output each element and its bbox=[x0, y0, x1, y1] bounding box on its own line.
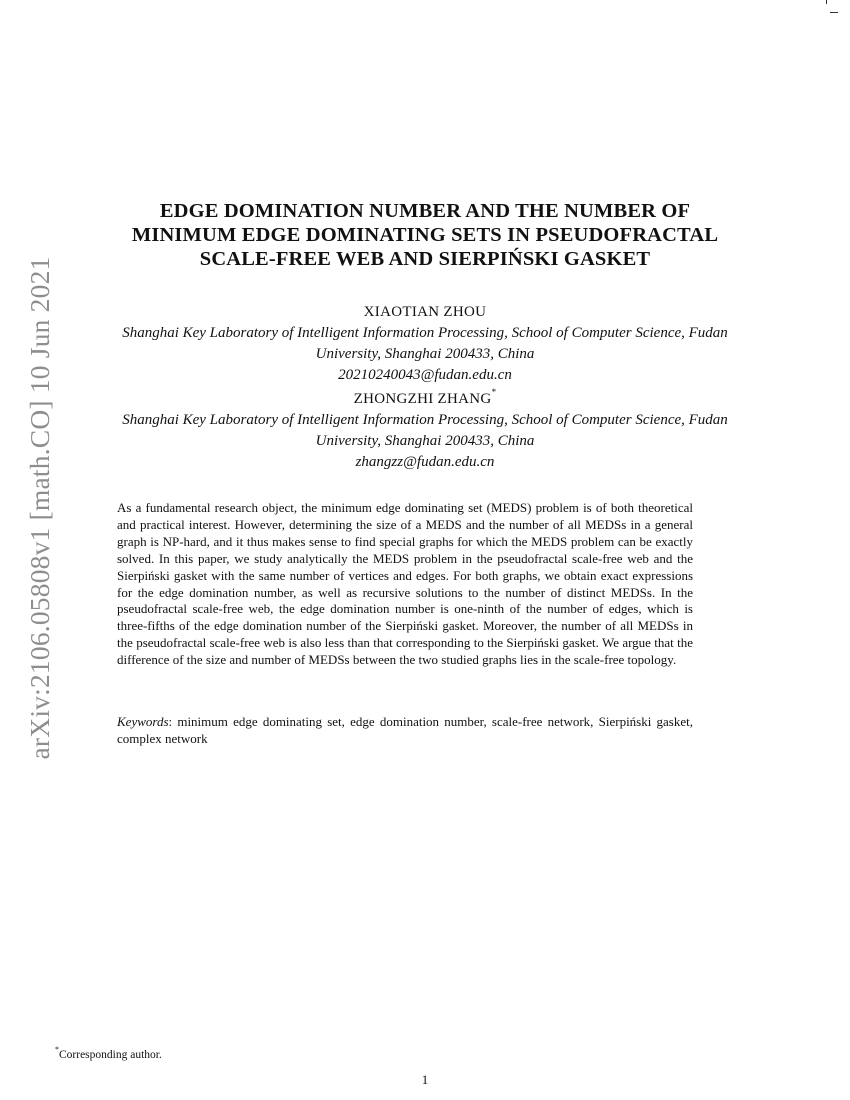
footnote-text: Corresponding author. bbox=[59, 1048, 162, 1061]
title-line: MINIMUM EDGE DOMINATING SETS IN PSEUDOFRACTAL bbox=[131, 224, 719, 246]
paper-title bbox=[0, 199, 850, 271]
author-email[interactable]: 20210240043@fudan.edu.cn bbox=[338, 367, 512, 383]
abstract-text: As a fundamental research object, the minimum edge dominating set (MEDS) problem is of both theoretical and practical interest. However, determining the size of a MEDS and the number of all MEDSs in a general graph is NP-hard, and it thus makes sense to find special graphs for which the MEDS problem can be exactly solved. In this paper, we study analytically the MEDS problem in the pseudofractal scale-free web and the Sierpiński gasket with the same number of vertices and edges. For both graphs, we obtain exact expressions for the edge domination number, as well as recursive solutions to the number of distinct MEDSs. In the pseudofractal scale-free web, the edge domination number is one-ninth of the number of edges, which is three-fifths of the edge domination number of the Sierpiński gasket. Moreover, the number of all MEDSs in the pseudofractal scale-free web is also less than that corresponding to the Sierpiński gasket. We argue that the difference of the size and number of MEDSs between the two studied graphs lies in the scale-free topology. bbox=[117, 500, 693, 668]
keywords-label: Keywords bbox=[117, 714, 169, 729]
author-name: XIAOTIAN ZHOU bbox=[363, 304, 487, 320]
author-affiliation: Shanghai Key Laboratory of Intelligent Information Processing, School of Computer Science, Fudan University, Shanghai 200433, China bbox=[122, 412, 728, 449]
author-affiliation: Shanghai Key Laboratory of Intelligent Information Processing, School of Computer Science, Fudan University, Shanghai 200433, China bbox=[122, 325, 728, 362]
title-line: SCALE-FREE WEB AND SIERPIŃSKI GASKET bbox=[199, 248, 651, 270]
footnote-marker: * bbox=[491, 387, 497, 397]
keywords-text: : minimum edge dominating set, edge domination number, scale-free network, Sierpiński gasket, complex network bbox=[117, 714, 693, 746]
footnote-marker: * bbox=[55, 1045, 59, 1054]
footnote-rule bbox=[55, 1038, 215, 1039]
title-line: EDGE DOMINATION NUMBER AND THE NUMBER OF bbox=[159, 200, 691, 222]
author-name: ZHONGZHI ZHANG* bbox=[353, 387, 497, 407]
page-number: 1 bbox=[421, 1072, 429, 1087]
footnote bbox=[55, 1044, 162, 1062]
crop-mark bbox=[824, 0, 838, 14]
arxiv-identifier-sidebar: arXiv:2106.05808v1 [math.CO] 10 Jun 2021 bbox=[24, 256, 55, 760]
author-email[interactable]: zhangzz@fudan.edu.cn bbox=[355, 454, 495, 470]
author-block-second bbox=[0, 384, 850, 473]
abstract bbox=[117, 500, 693, 669]
keywords bbox=[117, 714, 693, 748]
author-block-first bbox=[0, 297, 850, 386]
